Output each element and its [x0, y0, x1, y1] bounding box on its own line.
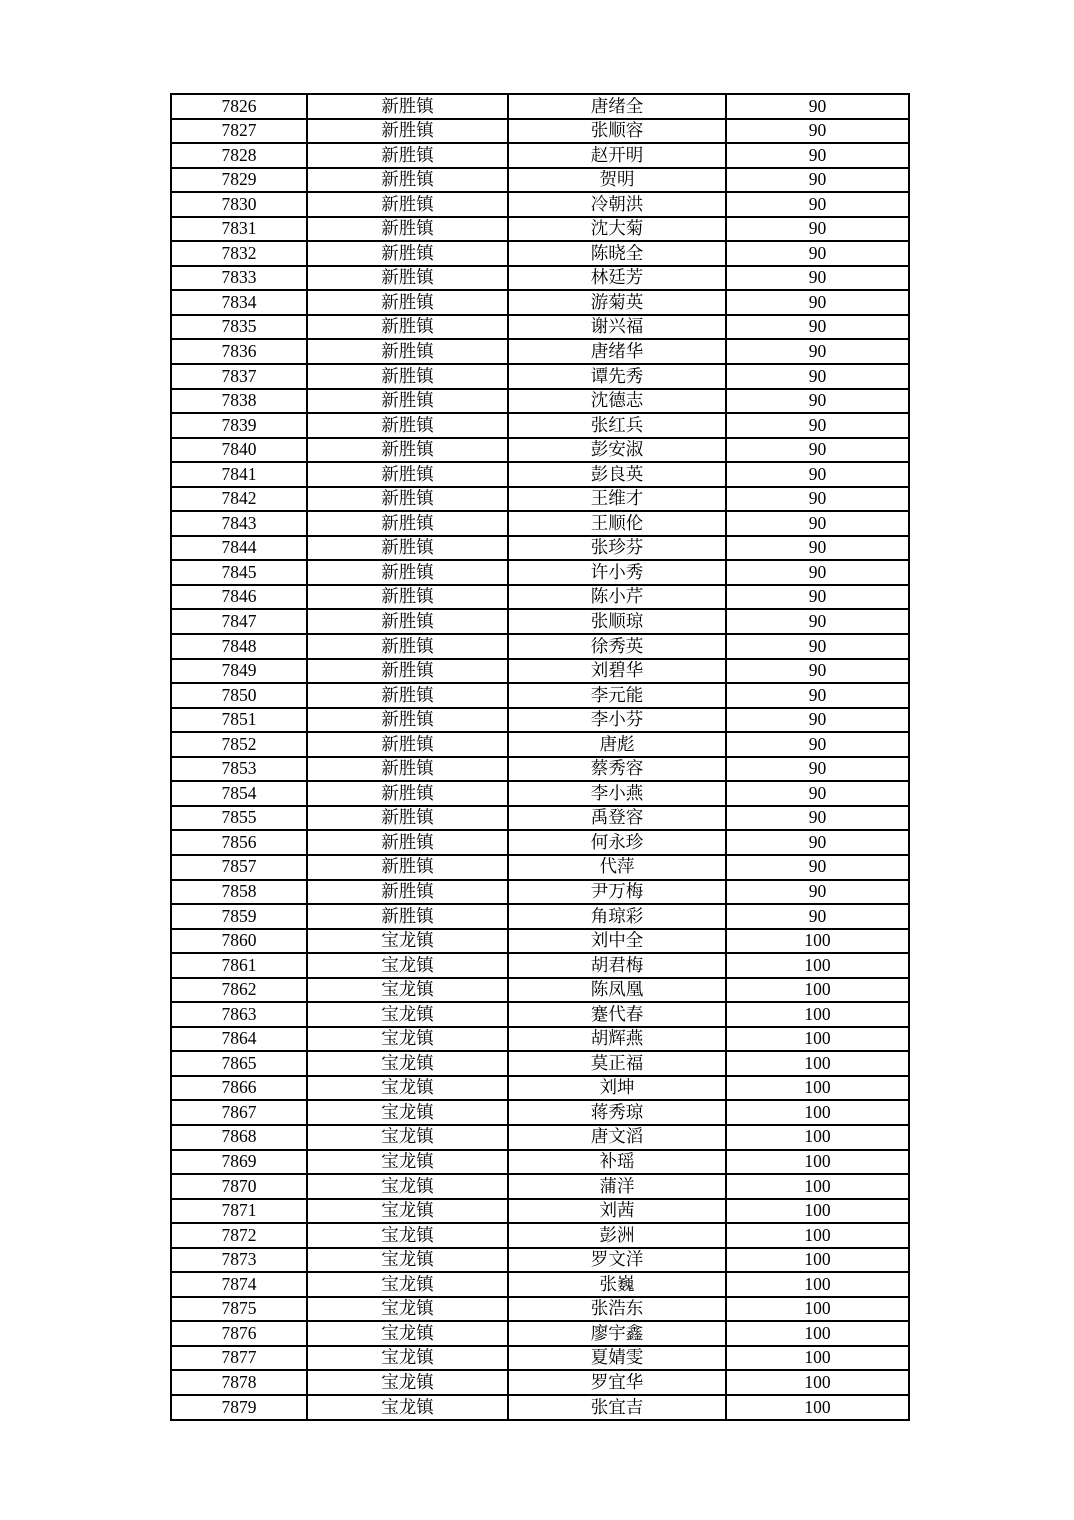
- name-cell: 张顺琼: [508, 609, 726, 634]
- row-number-cell: 7851: [171, 708, 307, 733]
- score-cell: 100: [726, 1150, 909, 1175]
- row-number-cell: 7864: [171, 1027, 307, 1052]
- score-cell: 100: [726, 1100, 909, 1125]
- score-cell: 100: [726, 1125, 909, 1150]
- name-cell: 刘碧华: [508, 659, 726, 684]
- score-cell: 90: [726, 904, 909, 929]
- name-cell: 刘中全: [508, 929, 726, 954]
- score-cell: 90: [726, 806, 909, 831]
- name-cell: 蔡秀容: [508, 757, 726, 782]
- score-cell: 90: [726, 634, 909, 659]
- score-cell: 90: [726, 855, 909, 880]
- town-cell: 新胜镇: [307, 389, 508, 414]
- table-row: [171, 487, 909, 512]
- row-number-cell: 7871: [171, 1199, 307, 1224]
- table-row: [171, 1297, 909, 1322]
- name-cell: 代萍: [508, 855, 726, 880]
- name-cell: 蒲洋: [508, 1174, 726, 1199]
- town-cell: 新胜镇: [307, 94, 508, 119]
- name-cell: 沈大菊: [508, 217, 726, 242]
- table-row: [171, 1076, 909, 1101]
- table-row: [171, 1002, 909, 1027]
- name-cell: 胡君梅: [508, 953, 726, 978]
- row-number-cell: 7872: [171, 1223, 307, 1248]
- name-cell: 角琼彩: [508, 904, 726, 929]
- town-cell: 宝龙镇: [307, 1174, 508, 1199]
- score-cell: 90: [726, 339, 909, 364]
- table-row: [171, 536, 909, 561]
- town-cell: 宝龙镇: [307, 1125, 508, 1150]
- name-cell: 陈凤凰: [508, 978, 726, 1003]
- row-number-cell: 7834: [171, 290, 307, 315]
- town-cell: 新胜镇: [307, 708, 508, 733]
- score-cell: 90: [726, 217, 909, 242]
- row-number-cell: 7847: [171, 609, 307, 634]
- row-number-cell: 7853: [171, 757, 307, 782]
- row-number-cell: 7858: [171, 880, 307, 905]
- row-number-cell: 7865: [171, 1051, 307, 1076]
- name-cell: 张浩东: [508, 1297, 726, 1322]
- row-number-cell: 7879: [171, 1395, 307, 1420]
- name-cell: 张巍: [508, 1272, 726, 1297]
- name-cell: 刘坤: [508, 1076, 726, 1101]
- row-number-cell: 7861: [171, 953, 307, 978]
- table-row: [171, 1346, 909, 1371]
- name-cell: 林廷芳: [508, 266, 726, 291]
- name-cell: 陈晓全: [508, 241, 726, 266]
- table-row: [171, 1174, 909, 1199]
- name-cell: 李元能: [508, 683, 726, 708]
- score-cell: 100: [726, 1076, 909, 1101]
- town-cell: 新胜镇: [307, 192, 508, 217]
- name-cell: 莫正福: [508, 1051, 726, 1076]
- score-cell: 90: [726, 781, 909, 806]
- table-row: [171, 634, 909, 659]
- table-row: [171, 1248, 909, 1273]
- score-cell: 90: [726, 266, 909, 291]
- table-row: [171, 1223, 909, 1248]
- name-cell: 蹇代春: [508, 1002, 726, 1027]
- table-row: [171, 168, 909, 193]
- town-cell: 宝龙镇: [307, 978, 508, 1003]
- table-row: [171, 1395, 909, 1420]
- score-cell: 100: [726, 1002, 909, 1027]
- town-cell: 新胜镇: [307, 609, 508, 634]
- score-cell: 100: [726, 1346, 909, 1371]
- table-row: [171, 389, 909, 414]
- town-cell: 新胜镇: [307, 781, 508, 806]
- score-cell: 90: [726, 732, 909, 757]
- town-cell: 新胜镇: [307, 634, 508, 659]
- row-number-cell: 7867: [171, 1100, 307, 1125]
- row-number-cell: 7863: [171, 1002, 307, 1027]
- row-number-cell: 7827: [171, 119, 307, 144]
- row-number-cell: 7850: [171, 683, 307, 708]
- name-cell: 唐文滔: [508, 1125, 726, 1150]
- score-cell: 100: [726, 978, 909, 1003]
- town-cell: 新胜镇: [307, 266, 508, 291]
- town-cell: 新胜镇: [307, 290, 508, 315]
- row-number-cell: 7841: [171, 462, 307, 487]
- name-cell: 张红兵: [508, 413, 726, 438]
- score-cell: 90: [726, 880, 909, 905]
- row-number-cell: 7836: [171, 339, 307, 364]
- score-cell: 90: [726, 683, 909, 708]
- town-cell: 新胜镇: [307, 511, 508, 536]
- row-number-cell: 7857: [171, 855, 307, 880]
- name-cell: 夏婧雯: [508, 1346, 726, 1371]
- table-row: [171, 806, 909, 831]
- town-cell: 宝龙镇: [307, 1150, 508, 1175]
- score-cell: 100: [726, 1297, 909, 1322]
- table-row: [171, 511, 909, 536]
- table-row: [171, 241, 909, 266]
- table-row: [171, 462, 909, 487]
- name-cell: 徐秀英: [508, 634, 726, 659]
- town-cell: 宝龙镇: [307, 1027, 508, 1052]
- row-number-cell: 7854: [171, 781, 307, 806]
- row-number-cell: 7870: [171, 1174, 307, 1199]
- town-cell: 宝龙镇: [307, 1370, 508, 1395]
- table-row: [171, 290, 909, 315]
- town-cell: 宝龙镇: [307, 953, 508, 978]
- table-row: [171, 438, 909, 463]
- town-cell: 宝龙镇: [307, 1248, 508, 1273]
- row-number-cell: 7878: [171, 1370, 307, 1395]
- name-cell: 王维才: [508, 487, 726, 512]
- row-number-cell: 7875: [171, 1297, 307, 1322]
- name-cell: 冷朝洪: [508, 192, 726, 217]
- table-row: [171, 830, 909, 855]
- score-cell: 90: [726, 192, 909, 217]
- score-cell: 90: [726, 315, 909, 340]
- score-cell: 90: [726, 168, 909, 193]
- town-cell: 新胜镇: [307, 119, 508, 144]
- town-cell: 新胜镇: [307, 364, 508, 389]
- town-cell: 宝龙镇: [307, 1297, 508, 1322]
- row-number-cell: 7856: [171, 830, 307, 855]
- town-cell: 新胜镇: [307, 241, 508, 266]
- row-number-cell: 7835: [171, 315, 307, 340]
- town-cell: 新胜镇: [307, 659, 508, 684]
- town-cell: 新胜镇: [307, 855, 508, 880]
- town-cell: 宝龙镇: [307, 1100, 508, 1125]
- name-cell: 罗宜华: [508, 1370, 726, 1395]
- name-cell: 补瑶: [508, 1150, 726, 1175]
- table-row: [171, 413, 909, 438]
- row-number-cell: 7852: [171, 732, 307, 757]
- score-cell: 100: [726, 1321, 909, 1346]
- row-number-cell: 7873: [171, 1248, 307, 1273]
- score-cell: 90: [726, 585, 909, 610]
- row-number-cell: 7840: [171, 438, 307, 463]
- score-cell: 90: [726, 487, 909, 512]
- town-cell: 新胜镇: [307, 487, 508, 512]
- town-cell: 宝龙镇: [307, 1051, 508, 1076]
- town-cell: 新胜镇: [307, 413, 508, 438]
- table-row: [171, 1150, 909, 1175]
- row-number-cell: 7848: [171, 634, 307, 659]
- town-cell: 新胜镇: [307, 168, 508, 193]
- row-number-cell: 7837: [171, 364, 307, 389]
- town-cell: 宝龙镇: [307, 929, 508, 954]
- row-number-cell: 7877: [171, 1346, 307, 1371]
- name-cell: 王顺伦: [508, 511, 726, 536]
- table-row: [171, 880, 909, 905]
- table-row: [171, 1100, 909, 1125]
- score-cell: 90: [726, 609, 909, 634]
- table-row: [171, 143, 909, 168]
- town-cell: 新胜镇: [307, 683, 508, 708]
- table-row: [171, 708, 909, 733]
- score-cell: 90: [726, 389, 909, 414]
- score-cell: 100: [726, 1174, 909, 1199]
- score-cell: 100: [726, 1223, 909, 1248]
- table-row: [171, 953, 909, 978]
- name-cell: 彭良英: [508, 462, 726, 487]
- town-cell: 宝龙镇: [307, 1002, 508, 1027]
- row-number-cell: 7859: [171, 904, 307, 929]
- table-row: [171, 339, 909, 364]
- town-cell: 新胜镇: [307, 585, 508, 610]
- town-cell: 新胜镇: [307, 462, 508, 487]
- row-number-cell: 7831: [171, 217, 307, 242]
- row-number-cell: 7868: [171, 1125, 307, 1150]
- score-cell: 90: [726, 560, 909, 585]
- roster-table: [170, 93, 910, 1421]
- name-cell: 李小燕: [508, 781, 726, 806]
- table-row: [171, 119, 909, 144]
- town-cell: 宝龙镇: [307, 1199, 508, 1224]
- table-row: [171, 94, 909, 119]
- score-cell: 100: [726, 929, 909, 954]
- row-number-cell: 7838: [171, 389, 307, 414]
- town-cell: 新胜镇: [307, 560, 508, 585]
- table-row: [171, 585, 909, 610]
- row-number-cell: 7845: [171, 560, 307, 585]
- row-number-cell: 7826: [171, 94, 307, 119]
- table-row: [171, 929, 909, 954]
- table-row: [171, 560, 909, 585]
- name-cell: 禹登容: [508, 806, 726, 831]
- name-cell: 谢兴福: [508, 315, 726, 340]
- score-cell: 90: [726, 438, 909, 463]
- name-cell: 李小芬: [508, 708, 726, 733]
- town-cell: 新胜镇: [307, 536, 508, 561]
- row-number-cell: 7832: [171, 241, 307, 266]
- name-cell: 刘茜: [508, 1199, 726, 1224]
- score-cell: 100: [726, 1395, 909, 1420]
- score-cell: 100: [726, 1027, 909, 1052]
- row-number-cell: 7862: [171, 978, 307, 1003]
- score-cell: 90: [726, 830, 909, 855]
- table-row: [171, 1125, 909, 1150]
- town-cell: 宝龙镇: [307, 1321, 508, 1346]
- name-cell: 何永珍: [508, 830, 726, 855]
- table-body: [171, 94, 909, 1420]
- row-number-cell: 7855: [171, 806, 307, 831]
- score-cell: 90: [726, 413, 909, 438]
- name-cell: 谭先秀: [508, 364, 726, 389]
- table-row: [171, 855, 909, 880]
- town-cell: 宝龙镇: [307, 1272, 508, 1297]
- row-number-cell: 7846: [171, 585, 307, 610]
- name-cell: 贺明: [508, 168, 726, 193]
- table-row: [171, 1370, 909, 1395]
- table-row: [171, 1199, 909, 1224]
- score-cell: 90: [726, 511, 909, 536]
- row-number-cell: 7866: [171, 1076, 307, 1101]
- score-cell: 100: [726, 1272, 909, 1297]
- town-cell: 新胜镇: [307, 217, 508, 242]
- name-cell: 廖宇鑫: [508, 1321, 726, 1346]
- score-cell: 90: [726, 462, 909, 487]
- score-cell: 90: [726, 708, 909, 733]
- name-cell: 彭洲: [508, 1223, 726, 1248]
- score-cell: 90: [726, 364, 909, 389]
- town-cell: 宝龙镇: [307, 1223, 508, 1248]
- score-cell: 100: [726, 1248, 909, 1273]
- score-cell: 100: [726, 1370, 909, 1395]
- name-cell: 彭安淑: [508, 438, 726, 463]
- score-cell: 90: [726, 119, 909, 144]
- score-cell: 90: [726, 536, 909, 561]
- town-cell: 新胜镇: [307, 315, 508, 340]
- score-cell: 100: [726, 1051, 909, 1076]
- score-cell: 90: [726, 290, 909, 315]
- table-row: [171, 1321, 909, 1346]
- town-cell: 宝龙镇: [307, 1346, 508, 1371]
- town-cell: 新胜镇: [307, 757, 508, 782]
- score-cell: 90: [726, 757, 909, 782]
- row-number-cell: 7860: [171, 929, 307, 954]
- town-cell: 新胜镇: [307, 806, 508, 831]
- table-row: [171, 1272, 909, 1297]
- name-cell: 蒋秀琼: [508, 1100, 726, 1125]
- town-cell: 宝龙镇: [307, 1076, 508, 1101]
- row-number-cell: 7833: [171, 266, 307, 291]
- score-cell: 100: [726, 953, 909, 978]
- town-cell: 新胜镇: [307, 830, 508, 855]
- score-cell: 90: [726, 143, 909, 168]
- name-cell: 唐绪全: [508, 94, 726, 119]
- table-row: [171, 192, 909, 217]
- row-number-cell: 7842: [171, 487, 307, 512]
- table-row: [171, 781, 909, 806]
- name-cell: 许小秀: [508, 560, 726, 585]
- score-cell: 90: [726, 241, 909, 266]
- table-row: [171, 1027, 909, 1052]
- score-cell: 90: [726, 94, 909, 119]
- name-cell: 陈小芹: [508, 585, 726, 610]
- row-number-cell: 7876: [171, 1321, 307, 1346]
- row-number-cell: 7839: [171, 413, 307, 438]
- town-cell: 新胜镇: [307, 143, 508, 168]
- town-cell: 新胜镇: [307, 438, 508, 463]
- row-number-cell: 7829: [171, 168, 307, 193]
- table-row: [171, 904, 909, 929]
- table-row: [171, 609, 909, 634]
- row-number-cell: 7830: [171, 192, 307, 217]
- table-row: [171, 757, 909, 782]
- row-number-cell: 7828: [171, 143, 307, 168]
- name-cell: 张宜吉: [508, 1395, 726, 1420]
- name-cell: 游菊英: [508, 290, 726, 315]
- name-cell: 尹万梅: [508, 880, 726, 905]
- row-number-cell: 7843: [171, 511, 307, 536]
- town-cell: 新胜镇: [307, 904, 508, 929]
- name-cell: 张珍芬: [508, 536, 726, 561]
- name-cell: 唐彪: [508, 732, 726, 757]
- town-cell: 新胜镇: [307, 880, 508, 905]
- name-cell: 沈德志: [508, 389, 726, 414]
- table-row: [171, 217, 909, 242]
- town-cell: 新胜镇: [307, 732, 508, 757]
- name-cell: 张顺容: [508, 119, 726, 144]
- name-cell: 唐绪华: [508, 339, 726, 364]
- town-cell: 新胜镇: [307, 339, 508, 364]
- row-number-cell: 7869: [171, 1150, 307, 1175]
- score-cell: 90: [726, 659, 909, 684]
- row-number-cell: 7874: [171, 1272, 307, 1297]
- table-row: [171, 266, 909, 291]
- name-cell: 罗文洋: [508, 1248, 726, 1273]
- table-row: [171, 978, 909, 1003]
- row-number-cell: 7849: [171, 659, 307, 684]
- name-cell: 赵开明: [508, 143, 726, 168]
- score-cell: 100: [726, 1199, 909, 1224]
- table-row: [171, 659, 909, 684]
- table-row: [171, 683, 909, 708]
- table-row: [171, 315, 909, 340]
- town-cell: 宝龙镇: [307, 1395, 508, 1420]
- table-row: [171, 732, 909, 757]
- table-row: [171, 364, 909, 389]
- name-cell: 胡辉燕: [508, 1027, 726, 1052]
- row-number-cell: 7844: [171, 536, 307, 561]
- table-row: [171, 1051, 909, 1076]
